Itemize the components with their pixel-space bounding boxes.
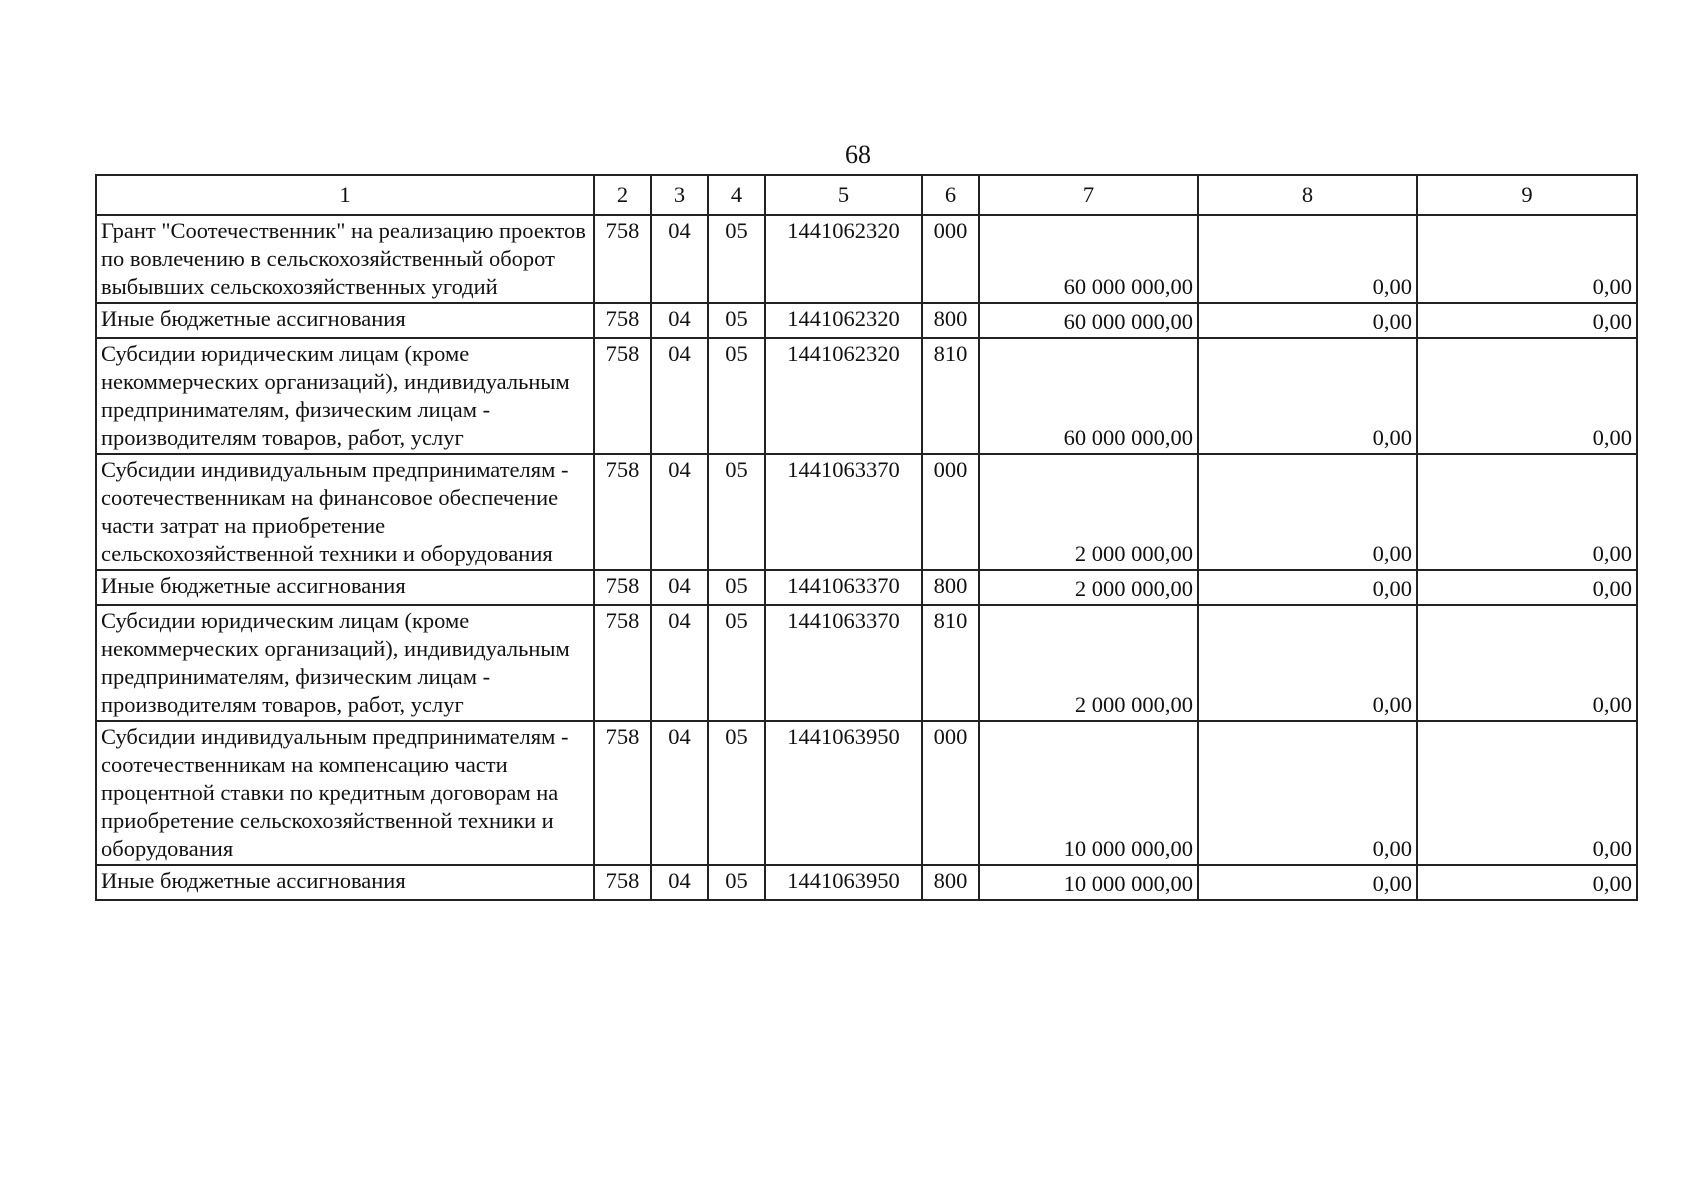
section-cell: 04 [651, 338, 708, 454]
amount-cell: 2 000 000,00 [979, 605, 1198, 721]
budget-table [95, 174, 1638, 901]
subsection-cell: 05 [708, 865, 765, 900]
expense-type-cell: 800 [922, 865, 979, 900]
header-cell: 8 [1198, 175, 1417, 215]
grbs-cell: 758 [594, 215, 651, 303]
table-row [96, 454, 1637, 570]
section-cell: 04 [651, 865, 708, 900]
target-article-cell: 1441063370 [765, 605, 922, 721]
target-article-cell: 1441062320 [765, 303, 922, 338]
header-cell: 6 [922, 175, 979, 215]
header-cell: 1 [96, 175, 594, 215]
section-cell: 04 [651, 215, 708, 303]
grbs-cell: 758 [594, 454, 651, 570]
amount-cell: 60 000 000,00 [979, 215, 1198, 303]
section-cell: 04 [651, 605, 708, 721]
amount-cell: 0,00 [1198, 721, 1417, 865]
target-article-cell: 1441063370 [765, 454, 922, 570]
subsection-cell: 05 [708, 303, 765, 338]
section-cell: 04 [651, 570, 708, 605]
amount-cell: 2 000 000,00 [979, 454, 1198, 570]
amount-cell: 2 000 000,00 [979, 570, 1198, 605]
table-row [96, 721, 1637, 865]
amount-cell: 0,00 [1417, 865, 1637, 900]
row-name-cell: Иные бюджетные ассигнования [96, 865, 594, 900]
grbs-cell: 758 [594, 865, 651, 900]
amount-cell: 10 000 000,00 [979, 721, 1198, 865]
expense-type-cell: 810 [922, 338, 979, 454]
amount-cell: 0,00 [1198, 865, 1417, 900]
amount-cell: 0,00 [1417, 605, 1637, 721]
amount-cell: 0,00 [1198, 215, 1417, 303]
target-article-cell: 1441062320 [765, 215, 922, 303]
row-name-cell: Иные бюджетные ассигнования [96, 303, 594, 338]
target-article-cell: 1441063370 [765, 570, 922, 605]
row-name-cell: Субсидии индивидуальным предпринимателям - соотечественникам на финансовое обеспечение части затрат на приобретение сельскохозяйственной техники и оборудования [96, 454, 594, 570]
amount-cell: 0,00 [1417, 721, 1637, 865]
section-cell: 04 [651, 303, 708, 338]
amount-cell: 0,00 [1417, 454, 1637, 570]
amount-cell: 0,00 [1417, 338, 1637, 454]
header-cell: 9 [1417, 175, 1637, 215]
header-row [96, 175, 1637, 215]
grbs-cell: 758 [594, 570, 651, 605]
subsection-cell: 05 [708, 215, 765, 303]
subsection-cell: 05 [708, 338, 765, 454]
subsection-cell: 05 [708, 570, 765, 605]
table-row [96, 303, 1637, 338]
table-row [96, 605, 1637, 721]
amount-cell: 0,00 [1198, 570, 1417, 605]
grbs-cell: 758 [594, 605, 651, 721]
table-row [96, 865, 1637, 900]
subsection-cell: 05 [708, 454, 765, 570]
expense-type-cell: 000 [922, 215, 979, 303]
header-cell: 7 [979, 175, 1198, 215]
table-row [96, 215, 1637, 303]
amount-cell: 0,00 [1417, 570, 1637, 605]
row-name-cell: Субсидии юридическим лицам (кроме некоммерческих организаций), индивидуальным предпринимателям, физическим лицам - производителям товаров, работ, услуг [96, 338, 594, 454]
grbs-cell: 758 [594, 338, 651, 454]
table-row [96, 338, 1637, 454]
expense-type-cell: 800 [922, 303, 979, 338]
expense-type-cell: 800 [922, 570, 979, 605]
table-row [96, 570, 1637, 605]
section-cell: 04 [651, 454, 708, 570]
subsection-cell: 05 [708, 605, 765, 721]
amount-cell: 10 000 000,00 [979, 865, 1198, 900]
target-article-cell: 1441062320 [765, 338, 922, 454]
amount-cell: 0,00 [1417, 303, 1637, 338]
amount-cell: 0,00 [1198, 605, 1417, 721]
row-name-cell: Субсидии юридическим лицам (кроме некоммерческих организаций), индивидуальным предпринимателям, физическим лицам - производителям товаров, работ, услуг [96, 605, 594, 721]
target-article-cell: 1441063950 [765, 865, 922, 900]
subsection-cell: 05 [708, 721, 765, 865]
amount-cell: 0,00 [1198, 338, 1417, 454]
expense-type-cell: 000 [922, 454, 979, 570]
header-cell: 3 [651, 175, 708, 215]
amount-cell: 60 000 000,00 [979, 338, 1198, 454]
section-cell: 04 [651, 721, 708, 865]
row-name-cell: Иные бюджетные ассигнования [96, 570, 594, 605]
expense-type-cell: 000 [922, 721, 979, 865]
amount-cell: 0,00 [1198, 454, 1417, 570]
header-cell: 4 [708, 175, 765, 215]
target-article-cell: 1441063950 [765, 721, 922, 865]
grbs-cell: 758 [594, 303, 651, 338]
grbs-cell: 758 [594, 721, 651, 865]
row-name-cell: Грант "Соотечественник" на реализацию проектов по вовлечению в сельскохозяйственный оборот выбывших сельскохозяйственных угодий [96, 215, 594, 303]
amount-cell: 0,00 [1198, 303, 1417, 338]
amount-cell: 0,00 [1417, 215, 1637, 303]
amount-cell: 60 000 000,00 [979, 303, 1198, 338]
header-cell: 2 [594, 175, 651, 215]
page-number: 68 [845, 140, 871, 169]
row-name-cell: Субсидии индивидуальным предпринимателям - соотечественникам на компенсацию части процентной ставки по кредитным договорам на приобретение сельскохозяйственной техники и оборудования [96, 721, 594, 865]
header-cell: 5 [765, 175, 922, 215]
expense-type-cell: 810 [922, 605, 979, 721]
